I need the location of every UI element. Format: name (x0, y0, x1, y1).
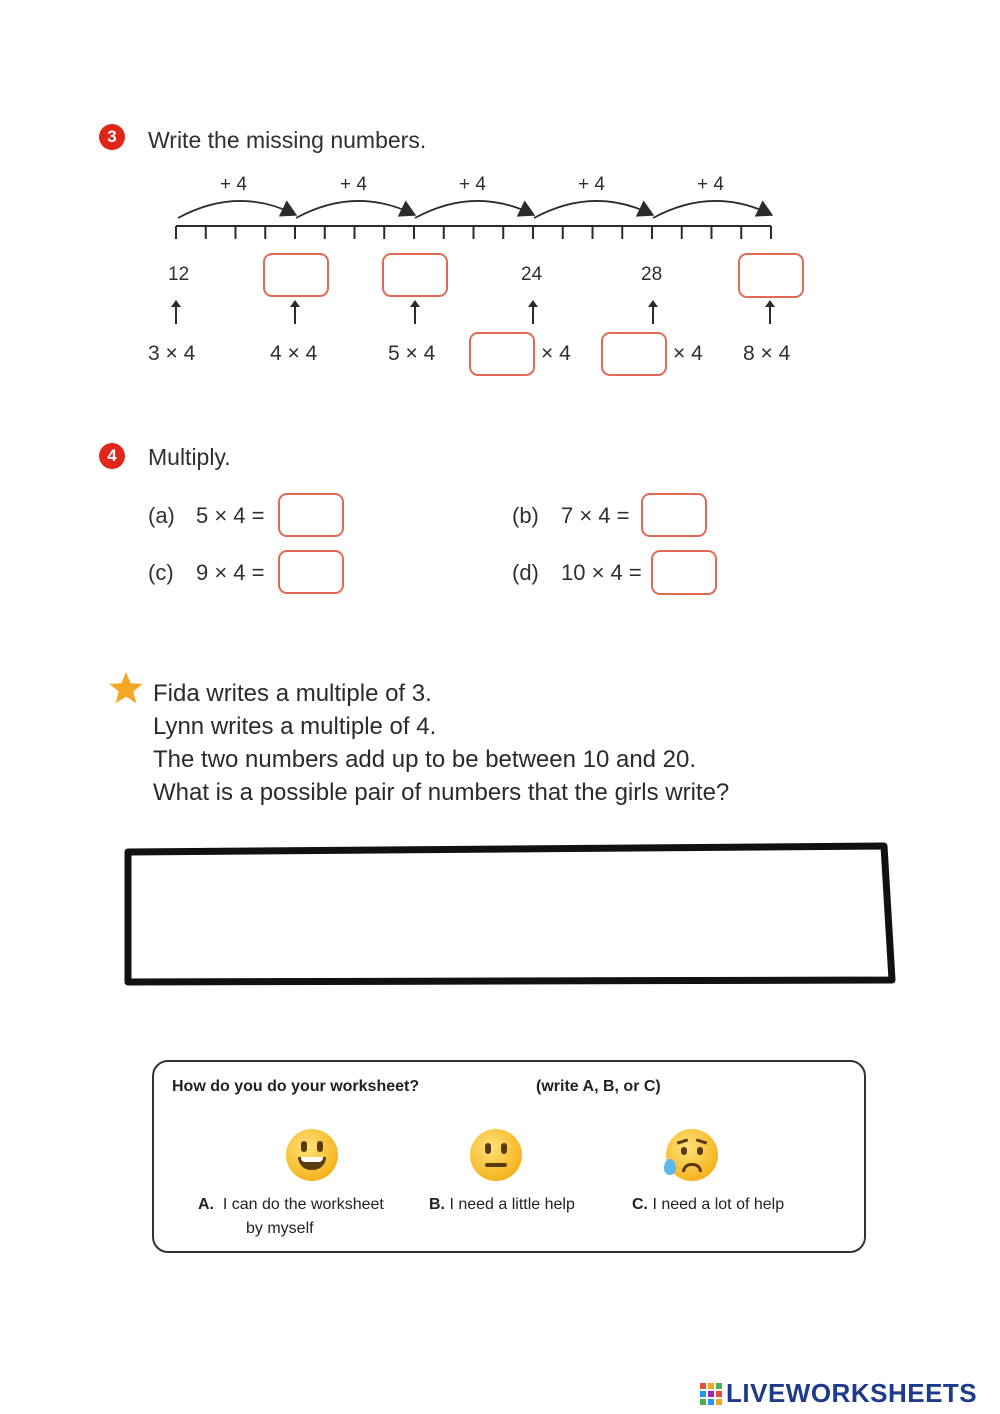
jump-arc (415, 201, 532, 218)
up-arrow-icon (769, 304, 771, 324)
expression: × 4 (673, 342, 703, 365)
up-arrow-icon (532, 304, 534, 324)
option-b-letter: B. (429, 1196, 445, 1213)
number-value: 24 (521, 264, 543, 285)
option-a (198, 1196, 384, 1214)
up-arrow-icon (294, 304, 296, 324)
answer-box-b[interactable] (641, 493, 707, 537)
problem-label-b: (b) (512, 503, 539, 528)
question-4-title: Multiply. (148, 444, 231, 470)
jump-arc (534, 201, 651, 218)
challenge-answer-area[interactable] (135, 855, 885, 973)
jump-label: + 4 (340, 174, 367, 195)
answer-box-d[interactable] (651, 550, 717, 595)
question-3-badge: 3 (99, 124, 125, 150)
brand-name: LIVEWORKSHEETS (726, 1378, 978, 1408)
number-line (160, 190, 800, 250)
answer-box-16[interactable] (263, 253, 329, 297)
jump-arc (296, 201, 413, 218)
question-3-title: Write the missing numbers. (148, 127, 427, 153)
problem-label-d: (d) (512, 560, 539, 585)
jump-label: + 4 (220, 174, 247, 195)
challenge-line: Lynn writes a multiple of 4. (153, 713, 437, 740)
liveworksheets-logo (700, 1378, 977, 1409)
option-c-text: I need a lot of help (652, 1196, 785, 1213)
option-a-letter: A. (198, 1196, 214, 1213)
problem-expr-d: 10 × 4 = (561, 560, 642, 585)
answer-box-20[interactable] (382, 253, 448, 297)
expression: × 4 (541, 342, 571, 365)
option-a-text: I can do the worksheet (222, 1196, 384, 1213)
option-c (632, 1196, 784, 1214)
jump-label: + 4 (459, 174, 486, 195)
answer-box-factor-7[interactable] (601, 332, 667, 376)
grinning-face-icon (286, 1129, 338, 1181)
question-4-badge: 4 (99, 443, 125, 469)
problem-label-a: (a) (148, 503, 175, 528)
answer-box-a[interactable] (278, 493, 344, 537)
up-arrow-icon (414, 304, 416, 324)
answer-box-factor-6[interactable] (469, 332, 535, 376)
problem-expr-b: 7 × 4 = (561, 503, 630, 528)
jump-label: + 4 (697, 174, 724, 195)
up-arrow-icon (652, 304, 654, 324)
feedback-instruction: (write A, B, or C) (536, 1078, 661, 1095)
expression: 5 × 4 (388, 342, 436, 365)
expression: 8 × 4 (743, 342, 791, 365)
neutral-face-icon (470, 1129, 522, 1181)
challenge-line: The two numbers add up to be between 10 and 20. (153, 746, 697, 773)
option-c-letter: C. (632, 1196, 648, 1213)
answer-box-32[interactable] (738, 253, 804, 298)
feedback-question: How do you do your worksheet? (172, 1078, 420, 1095)
up-arrow-icon (175, 304, 177, 324)
jump-arc (653, 201, 770, 218)
problem-expr-a: 5 × 4 = (196, 503, 265, 528)
logo-mark-icon (700, 1383, 722, 1405)
number-value: 28 (641, 264, 663, 285)
option-b-text: I need a little help (449, 1196, 575, 1213)
option-b (429, 1196, 575, 1214)
answer-box-c[interactable] (278, 550, 344, 594)
challenge-line: Fida writes a multiple of 3. (153, 680, 432, 707)
jump-arc (178, 201, 294, 218)
sad-sweat-face-icon (666, 1129, 718, 1181)
star-icon (108, 671, 144, 705)
problem-label-c: (c) (148, 560, 174, 585)
problem-expr-c: 9 × 4 = (196, 560, 265, 585)
feedback-panel (152, 1060, 866, 1253)
expression: 4 × 4 (270, 342, 318, 365)
jump-label: + 4 (578, 174, 605, 195)
challenge-line: What is a possible pair of numbers that the girls write? (153, 779, 730, 806)
number-value: 12 (168, 264, 190, 285)
expression: 3 × 4 (148, 342, 196, 365)
option-a-text-line2: by myself (246, 1220, 314, 1237)
